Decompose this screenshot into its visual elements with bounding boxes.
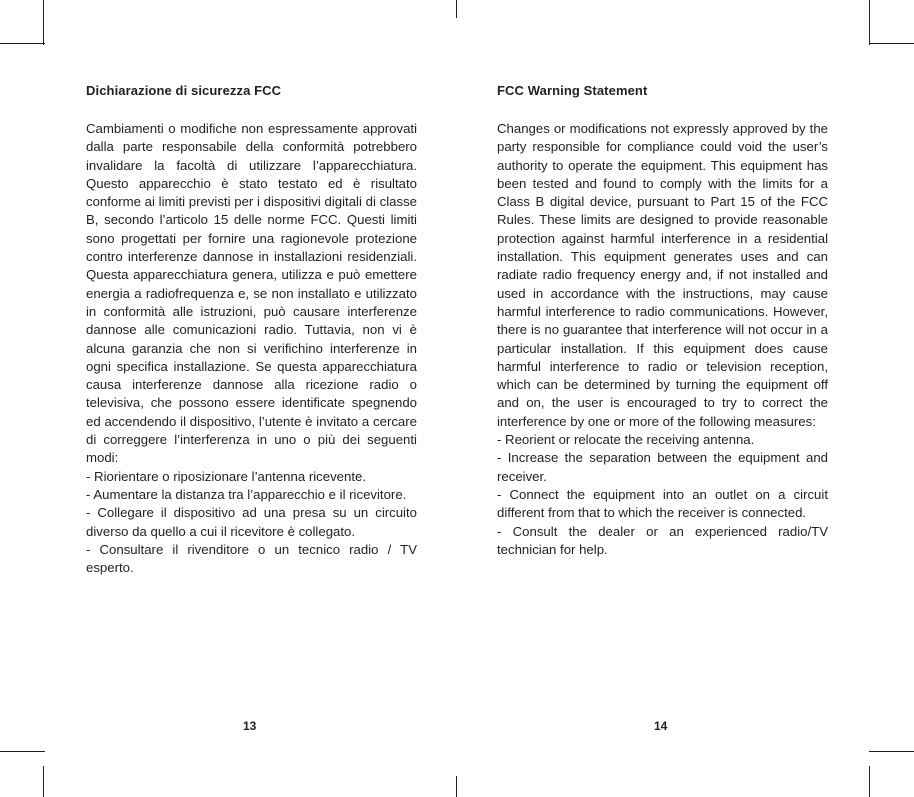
list-item: - Increase the separation between the equipment and receiver. xyxy=(497,450,828,484)
paragraph: Cambiamenti o modifiche non espressamente approvati dalla parte responsabile della conformità potrebbero invalidare la facoltà di utilizzare l’apparecchiatura. Questo apparecchio è stato testato ed è risultato conforme ai limiti previsti per i dispositivi digitali di classe B, secondo l’articolo 15 delle norme FCC. Questi limiti sono progettati per fornire una ragionevole protezione contro interferenze dannose in installazioni residenziali. Questa apparecchiatura genera, utilizza e può emettere energia a radiofrequenza e, se non installato e utilizzato in conformità alle istruzioni, può causare interferenze dannose alle comunicazioni radio. Tuttavia, non vi è alcuna garanzia che non si verifichino interferenze in ogni specifica installazione. Se questa apparecchiatura causa interferenze dannose alla ricezione radio o televisiva, che possono essere identificate spegnendo ed accendendo il dispositivo, l’utente è invitato a cercare di correggere l’interferenza in uno o più dei seguenti modi: xyxy=(86,121,417,466)
crop-mark xyxy=(0,43,45,44)
right-page-number: 14 xyxy=(654,719,668,733)
list-item: - Consultare il rivenditore o un tecnico radio / TV esperto. xyxy=(86,541,417,576)
list-item: - Connect the equipment into an outlet on a circuit different from that to which the receiver is connected. xyxy=(497,486,828,521)
paragraph: Changes or modifications not expressly approved by the party responsible for compliance could void the user’s authority to operate the equipment. This equipment has been tested and found to comply with the limits for a Class B digital device, pursuant to Part 15 of the FCC Rules. These limits are designed to provide reasonable protection against harmful interference in a residential installation. This equipment generates uses and can radiate radio frequency energy and, if not installed and used in accordance with the instructions, may cause harmful interference to radio communications. However, there is no guarantee that interference will not occur in a particular installation. If this equipment does cause harmful interference to radio or television reception, which can be determined by turning the equipment off and on, the user is encouraged to try to correct the interference by one or more of the following measures: xyxy=(497,121,828,429)
left-page-heading: Dichiarazione di sicurezza FCC xyxy=(86,83,282,98)
crop-mark xyxy=(869,766,870,797)
crop-mark xyxy=(869,0,870,45)
list-item: - Consult the dealer or an experienced radio/TV technician for help. xyxy=(497,523,828,557)
crop-mark xyxy=(869,751,914,752)
crop-mark xyxy=(456,776,457,797)
left-page-number: 13 xyxy=(243,719,257,733)
crop-mark xyxy=(456,0,457,18)
crop-mark xyxy=(43,0,44,45)
list-item: - Reorient or relocate the receiving antenna. xyxy=(497,432,755,448)
left-page-body xyxy=(86,120,417,577)
right-page-body xyxy=(497,120,828,559)
list-item: - Riorientare o riposizionare l’antenna ricevente. xyxy=(86,468,367,484)
list-item: - Collegare il dispositivo ad una presa su un circuito diverso da quello a cui il ricevitore è collegato. xyxy=(86,505,417,539)
right-page-column xyxy=(497,83,828,559)
crop-mark xyxy=(869,43,914,44)
right-page-heading: FCC Warning Statement xyxy=(497,83,648,98)
left-page-column xyxy=(86,83,417,577)
list-item: - Aumentare la distanza tra l’apparecchio e il ricevitore. xyxy=(86,486,407,502)
crop-mark xyxy=(0,751,45,752)
crop-mark xyxy=(43,766,44,797)
